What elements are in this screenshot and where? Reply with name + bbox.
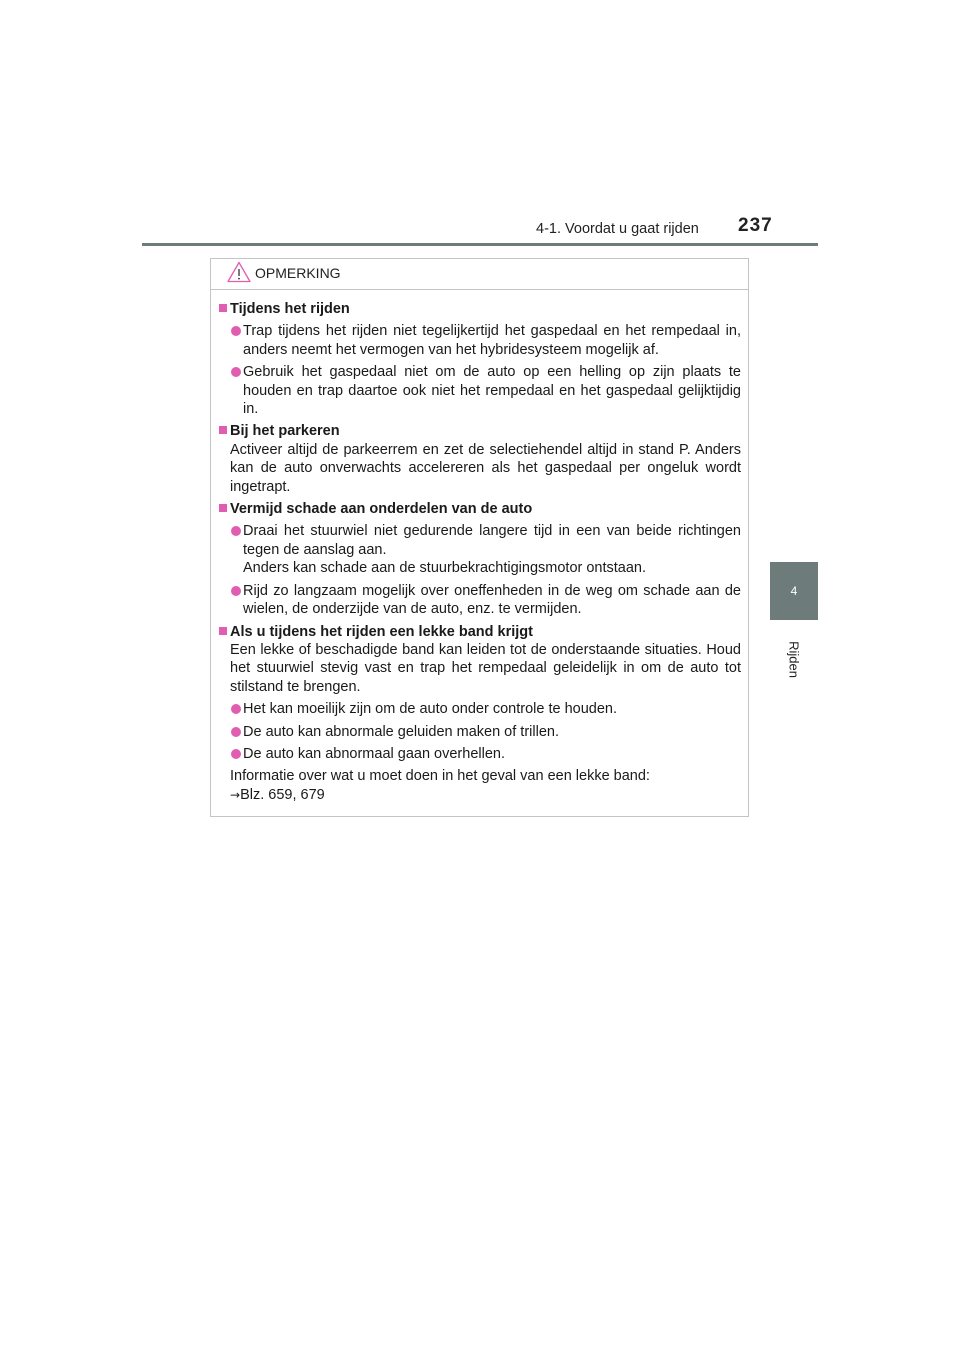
notice-title: OPMERKING (255, 265, 341, 281)
section-damage (219, 500, 741, 618)
dot-bullet-icon (231, 586, 241, 596)
dot-bullet-icon (231, 367, 241, 377)
paragraph: Een lekke of beschadigde band kan leiden tot de onderstaande situaties. Houd het stuurwiel stevig vast en trap het rempedaal geleidelijk in om de auto tot stilstand te brengen. (230, 641, 741, 695)
section-title-flat-tire: Als u tijdens het rijden een lekke band krijgt (230, 623, 533, 640)
chapter-tab (770, 562, 818, 620)
list-item: De auto kan abnormaal gaan overhellen. (230, 745, 741, 763)
dot-bullet-icon (231, 727, 241, 737)
dot-bullet-icon (231, 704, 241, 714)
section-flat-tire (219, 623, 741, 805)
notice-header (211, 259, 748, 290)
arrow-right-icon: → (230, 787, 241, 802)
dot-bullet-icon (231, 749, 241, 759)
dot-bullet-icon (231, 526, 241, 536)
square-bullet-icon (219, 627, 227, 635)
section-title-driving: Tijdens het rijden (230, 301, 350, 317)
list-item: Gebruik het gaspedaal niet om de auto op een helling op zijn plaats te houden en trap daartoe ook niet het rempedaal en het gaspedaal gelijktijdig in. (230, 363, 741, 418)
section-title: 4-1. Voordat u gaat rijden (536, 221, 699, 237)
list-item: De auto kan abnormale geluiden maken of trillen. (230, 723, 741, 741)
section-title-parking: Bij het parkeren (230, 423, 340, 440)
page-reference-text[interactable]: Blz. 659, 679 (240, 786, 325, 803)
square-bullet-icon (219, 304, 227, 312)
dot-bullet-icon (231, 326, 241, 336)
list-item: Draai het stuurwiel niet gedurende langere tijd in een van beide richtingen tegen de aanslag aan. Anders kan schade aan de stuurbekrachtigingsmotor ontstaan. (230, 522, 741, 577)
section-title-damage: Vermijd schade aan onderdelen van de auto (230, 501, 533, 518)
paragraph: Activeer altijd de parkeerrem en zet de selectiehendel altijd in stand P. Anders kan de auto onverwachts accelereren als het gaspedaal per ongeluk wordt ingetrapt. (230, 441, 741, 495)
section-parking (219, 422, 741, 496)
header-divider (142, 243, 818, 246)
notice-body (211, 290, 748, 804)
section-driving (219, 300, 741, 418)
warning-triangle-icon (227, 261, 251, 283)
square-bullet-icon (219, 426, 227, 434)
notice-box (210, 258, 749, 817)
list-item: Trap tijdens het rijden niet tegelijkertijd het gaspedaal en het rempedaal in, anders neemt het vermogen van het hybridesysteem mogelijk af. (230, 322, 741, 359)
chapter-label: Rijden (786, 641, 802, 678)
list-item: Het kan moeilijk zijn om de auto onder controle te houden. (230, 700, 741, 718)
page-number: 237 (738, 215, 773, 236)
info-text: Informatie over wat u moet doen in het geval van een lekke band: (230, 768, 650, 785)
list-item: Rijd zo langzaam mogelijk over oneffenheden in de weg om schade aan de wielen, de onderzijde van de auto, enz. te vermijden. (230, 582, 741, 619)
square-bullet-icon (219, 504, 227, 512)
page-reference (230, 786, 741, 804)
chapter-number: 4 (790, 584, 798, 598)
